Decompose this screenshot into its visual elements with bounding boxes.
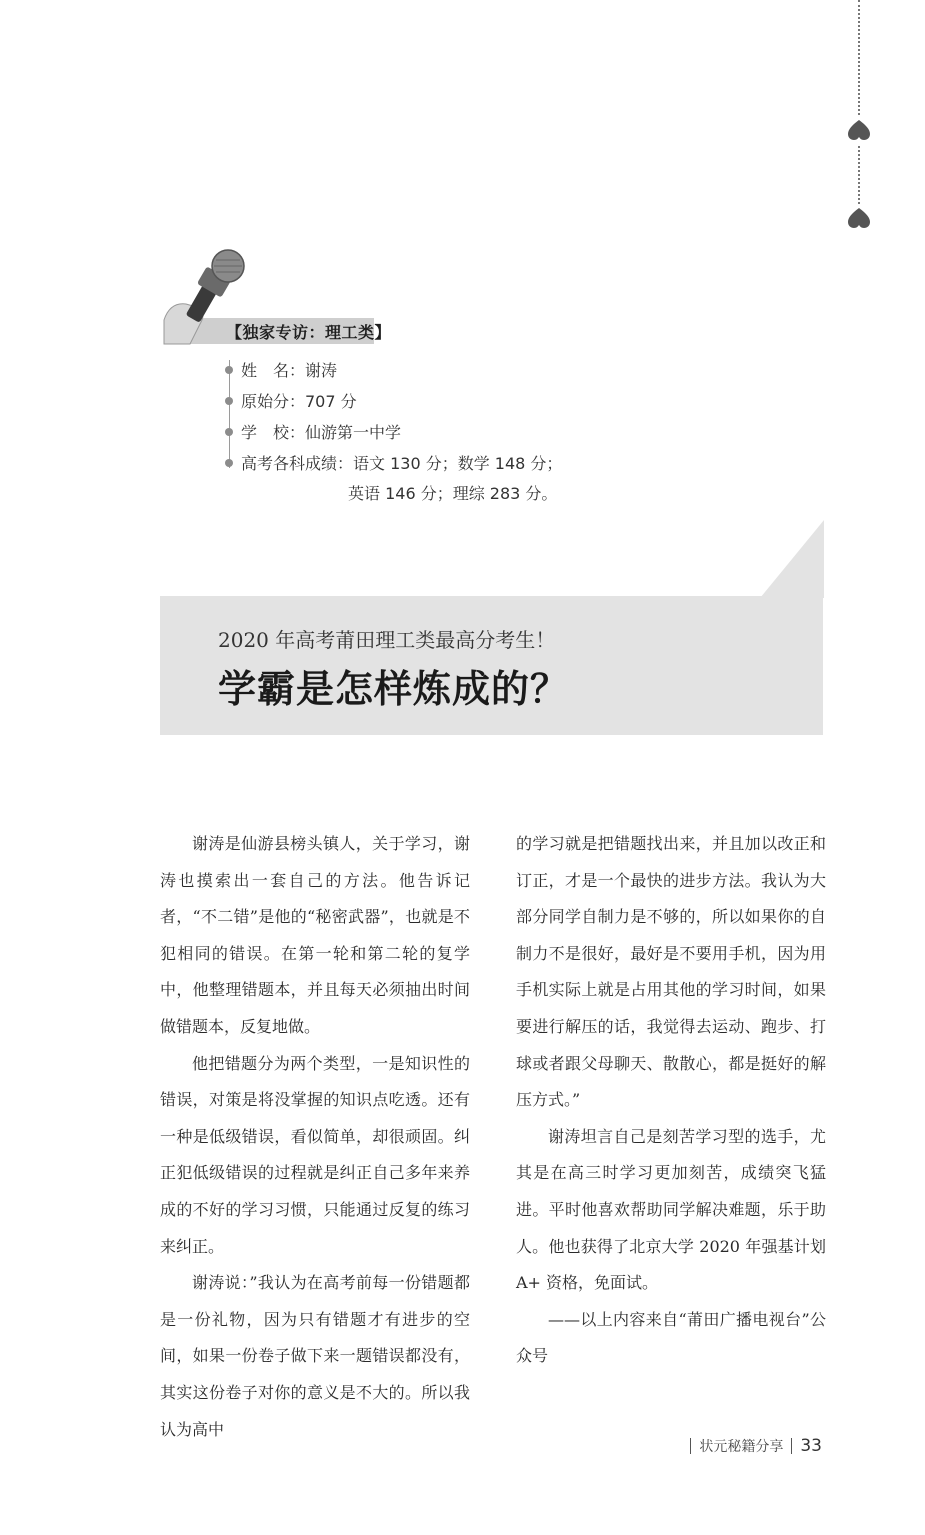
info-subjects-continued: 英语 146 分；理综 283 分。 xyxy=(348,484,558,503)
heart-icon xyxy=(847,206,871,230)
article-right-column xyxy=(516,826,826,1375)
bullet-dot xyxy=(225,428,233,436)
bullet-dot xyxy=(225,459,233,467)
info-item-name xyxy=(225,358,337,381)
info-item-score xyxy=(225,389,357,412)
article-source: ——以上内容来自“莆田广播电视台”公众号 xyxy=(516,1309,826,1366)
info-score-text: 原始分：707 分 xyxy=(241,392,357,411)
headline-subtitle: 2020 年高考莆田理工类最高分考生！ xyxy=(218,628,556,652)
info-subjects-text: 高考各科成绩：语文 130 分；数学 148 分； xyxy=(241,454,563,473)
bullet-dot xyxy=(225,397,233,405)
interview-tag-label: 【独家专访：理工类】 xyxy=(226,323,392,342)
page-number: 33 xyxy=(800,1436,822,1456)
footer-divider xyxy=(791,1438,792,1454)
headline-corner-decoration xyxy=(760,520,824,598)
footer-section-title: 状元秘籍分享 xyxy=(699,1439,784,1455)
article-paragraph: 的学习就是把错题找出来，并且加以改正和订正，才是一个最快的进步方法。我认为大部分同学自制力是不够的，所以如果你的自制力不是很好，最好是不要用手机，因为用手机实际上就是占用其他的学习时间，如果要进行解压的话，我觉得去运动、跑步、打球或者跟父母聊天、散散心，都是挺好的解压方式。” xyxy=(516,834,826,1110)
article-paragraph: 谢涛坦言自己是刻苦学习型的选手，尤其是在高三时学习更加刻苦，成绩突飞猛进。平时他喜欢帮助同学解决难题，乐于助人。他也获得了北京大学 2020 年强基计划 A+ 资格，免面试。 xyxy=(516,1126,826,1293)
info-item-subjects xyxy=(225,451,562,474)
page-footer xyxy=(682,1436,822,1456)
decorative-dotted-line-top xyxy=(858,0,860,115)
info-name-text: 姓 名：谢涛 xyxy=(241,361,338,380)
heart-icon xyxy=(847,118,871,142)
info-school-text: 学 校：仙游第一中学 xyxy=(241,423,402,442)
footer-divider xyxy=(690,1438,691,1454)
article-left-column xyxy=(160,826,470,1448)
decorative-dotted-line-middle xyxy=(858,146,860,204)
headline-title: 学霸是怎样炼成的？ xyxy=(218,666,570,711)
article-paragraph: 谢涛是仙游县榜头镇人，关于学习，谢涛也摸索出一套自己的方法。他告诉记者，“不二错”是他的“秘密武器”，也就是不犯相同的错误。在第一轮和第二轮的复学中，他整理错题本，并且每天必须抽出时间做错题本，反复地做。 xyxy=(160,834,470,1036)
info-item-school xyxy=(225,420,401,443)
article-paragraph: 谢涛说：”我认为在高考前每一份错题都是一份礼物，因为只有错题才有进步的空间，如果一份卷子做下来一题错误都没有，其实这份卷子对你的意义是不大的。所以我认为高中 xyxy=(160,1273,470,1439)
bullet-dot xyxy=(225,366,233,374)
article-paragraph: 他把错题分为两个类型，一是知识性的错误，对策是将没掌握的知识点吃透。还有一种是低级错误，看似简单，却很顽固。纠正犯低级错误的过程就是纠正自己多年来养成的不好的学习习惯，只能通过反复的练习来纠正。 xyxy=(160,1053,470,1256)
